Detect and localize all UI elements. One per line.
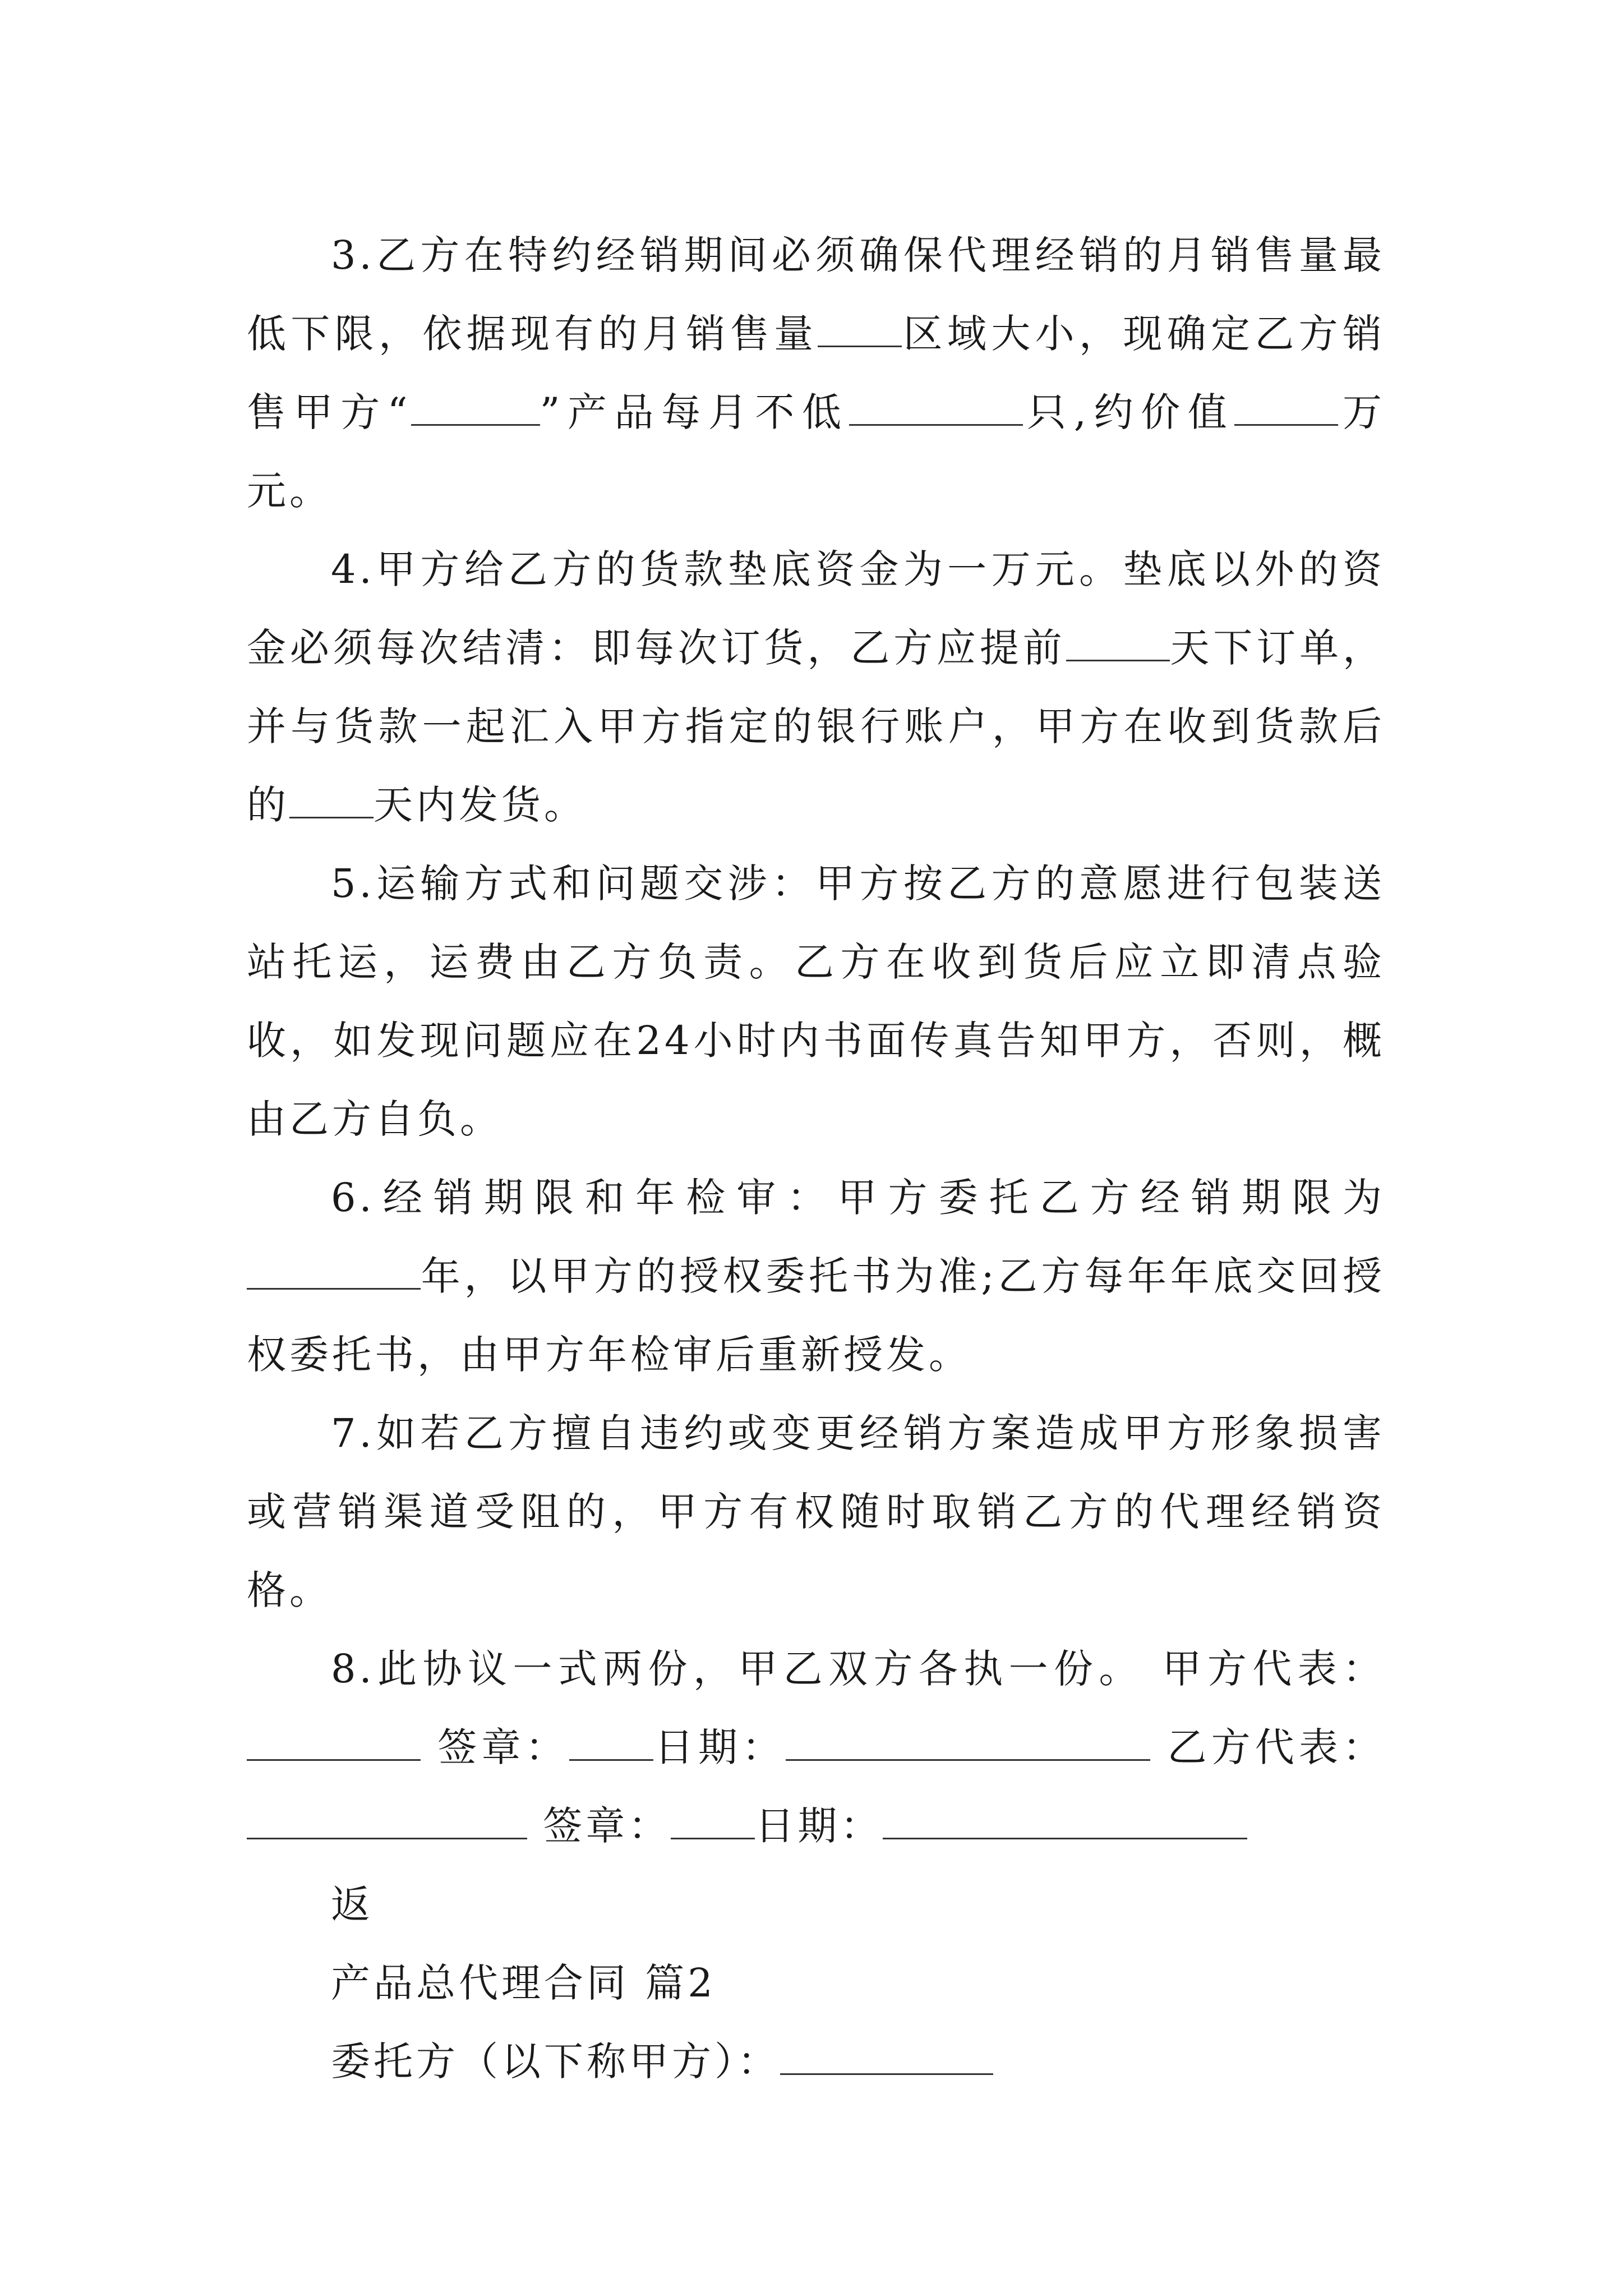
- blank-field: [786, 1722, 1150, 1761]
- clause-7: 7.如若乙方擅自违约或变更经销方案造成甲方形象损害或营销渠道受阻的，甲方有权随时取销乙方的代理经销资格。: [247, 1410, 1385, 1613]
- blank-field: [411, 387, 540, 426]
- clause-8: 8.此协议一式两份，甲乙双方各执一份。 甲方代表： 签章： 日期： 乙方代表： 签章： 日期：: [247, 1630, 1385, 1865]
- clause-4: 4.甲方给乙方的货款垫底资金为一万元。垫底以外的资金必须每次结清：即每次订货，乙方应提前 天下订单，并与货款一起汇入甲方指定的银行账户，甲方在收到货款后的 天内发货。: [247, 546, 1385, 828]
- blank-field: [289, 780, 374, 819]
- blank-field: [569, 1722, 653, 1761]
- blank-field: [1234, 387, 1338, 426]
- principal-line: 委托方（以下称甲方）：: [247, 2022, 1385, 2101]
- clause-5: 5.运输方式和问题交涉：甲方按乙方的意愿进行包装送站托运，运费由乙方负责。乙方在收到货后应立即清点验收，如发现问题应在24小时内书面传真告知甲方，否则，概由乙方自负。: [247, 861, 1385, 1142]
- blank-field: [1066, 623, 1170, 662]
- return-text: 返: [331, 1881, 374, 1927]
- blank-field: [247, 1801, 527, 1840]
- blank-field: [883, 1801, 1247, 1840]
- blank-field: [780, 2036, 993, 2076]
- blank-field: [849, 387, 1023, 426]
- blank-field: [671, 1801, 755, 1840]
- section-title: 产品总代理合同 篇2: [331, 1960, 716, 2006]
- clause-6: 6.经销期限和年检审：甲方委托乙方经销期限为年，以甲方的授权委托书为准;乙方每年年底交回授权委托书，由甲方年检审后重新授发。: [247, 1175, 1385, 1378]
- blank-field: [247, 1251, 421, 1290]
- clause-3: 3.乙方在特约经销期间必须确保代理经销的月销售量最低下限，依据现有的月销售量 区域大小，现确定乙方销售甲方“ ”产品每月不低 只,约价值 万元。: [247, 232, 1386, 514]
- contract-body: [247, 216, 1385, 2101]
- blank-field: [247, 1722, 421, 1761]
- blank-field: [818, 309, 902, 348]
